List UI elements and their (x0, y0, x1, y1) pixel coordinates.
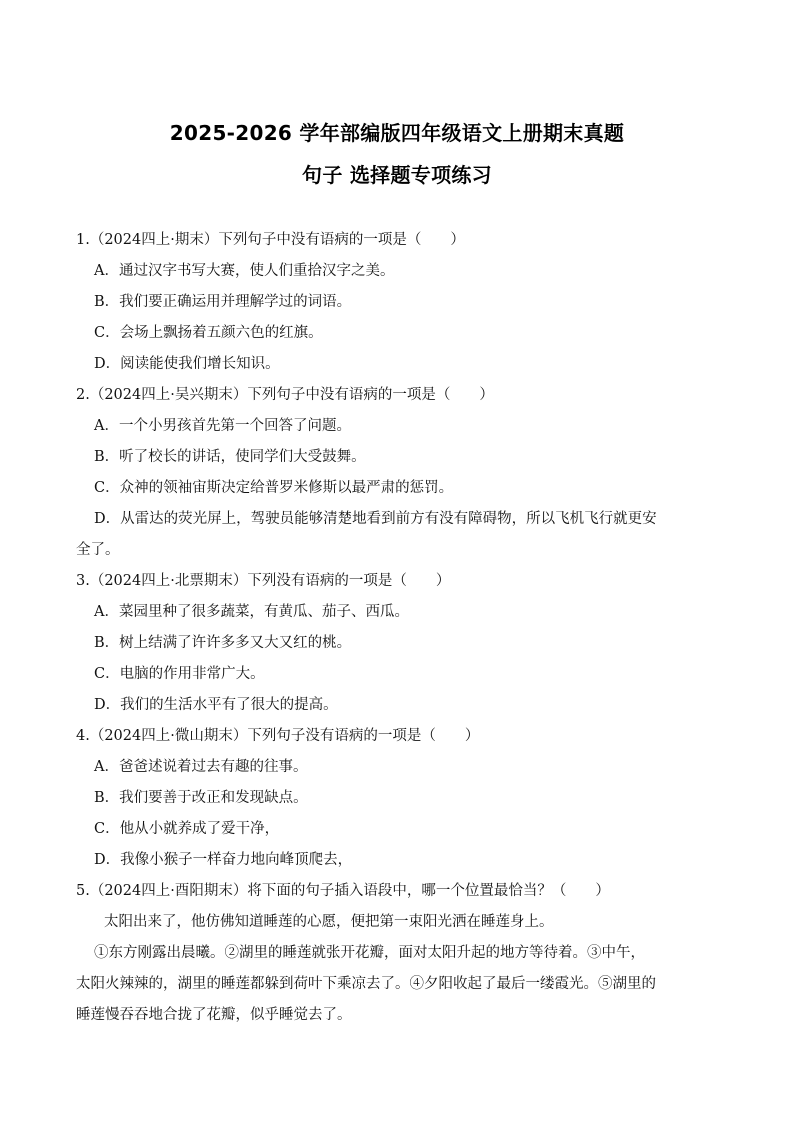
document-title: 2025-2026 学年部编版四年级语文上册期末真题 (169, 121, 625, 145)
question-stem: 2.（2024四上·吴兴期末）下列句子中没有语病的一项是（ ） (76, 387, 494, 403)
option-d-continuation: 全了。 (76, 542, 120, 558)
option-a: A．通过汉字书写大赛，使人们重拾汉字之美。 (94, 263, 395, 279)
question-stem: 4.（2024四上·微山期末）下列句子没有语病的一项是（ ） (76, 728, 480, 744)
passage-line: ①东方刚露出晨曦。②湖里的睡莲就张开花瓣，面对太阳升起的地方等待着。③中午， (94, 945, 645, 961)
option-b: B．树上结满了许许多多又大又红的桃。 (94, 635, 352, 651)
insert-sentence: 太阳出来了，他仿佛知道睡莲的心愿，便把第一束阳光洒在睡莲身上。 (104, 914, 554, 930)
document-subtitle: 句子 选择题专项练习 (302, 163, 492, 187)
question-stem: 3.（2024四上·北票期末）下列没有语病的一项是（ ） (76, 573, 451, 589)
option-c: C．众神的领袖宙斯决定给普罗米修斯以最严肃的惩罚。 (94, 480, 454, 496)
option-a: A．菜园里种了很多蔬菜，有黄瓜、茄子、西瓜。 (94, 604, 409, 620)
passage-line: 太阳火辣辣的，湖里的睡莲都躲到荷叶下乘凉去了。④夕阳收起了最后一缕霞光。⑤湖里的 (76, 976, 656, 992)
option-a: A．爸爸述说着过去有趣的往事。 (94, 759, 308, 775)
option-c: C．他从小就养成了爱干净， (94, 821, 280, 837)
question-stem: 1.（2024四上·期末）下列句子中没有语病的一项是（ ） (76, 232, 465, 248)
option-b: B．我们要正确运用并理解学过的词语。 (94, 294, 352, 310)
option-d: D．我们的生活水平有了很大的提高。 (94, 697, 338, 713)
option-d: D．阅读能使我们增长知识。 (94, 356, 280, 372)
question-list (76, 225, 716, 1031)
passage-line: 睡莲慢吞吞地合拢了花瓣，似乎睡觉去了。 (76, 1007, 352, 1023)
option-c: C．电脑的作用非常广大。 (94, 666, 265, 682)
option-b: B．我们要善于改正和发现缺点。 (94, 790, 308, 806)
option-a: A．一个小男孩首先第一个回答了问题。 (94, 418, 351, 434)
option-b: B．听了校长的讲话，使同学们大受鼓舞。 (94, 449, 366, 465)
option-d: D．我像小猴子一样奋力地向峰顶爬去， (94, 852, 353, 868)
option-c: C．会场上飘扬着五颜六色的红旗。 (94, 325, 323, 341)
option-d: D．从雷达的荧光屏上，驾驶员能够清楚地看到前方有没有障碍物，所以飞机飞行就更安 (94, 511, 657, 527)
question-stem: 5.（2024四上·酉阳期末）将下面的句子插入语段中，哪一个位置最恰当？（ ） (76, 883, 610, 899)
